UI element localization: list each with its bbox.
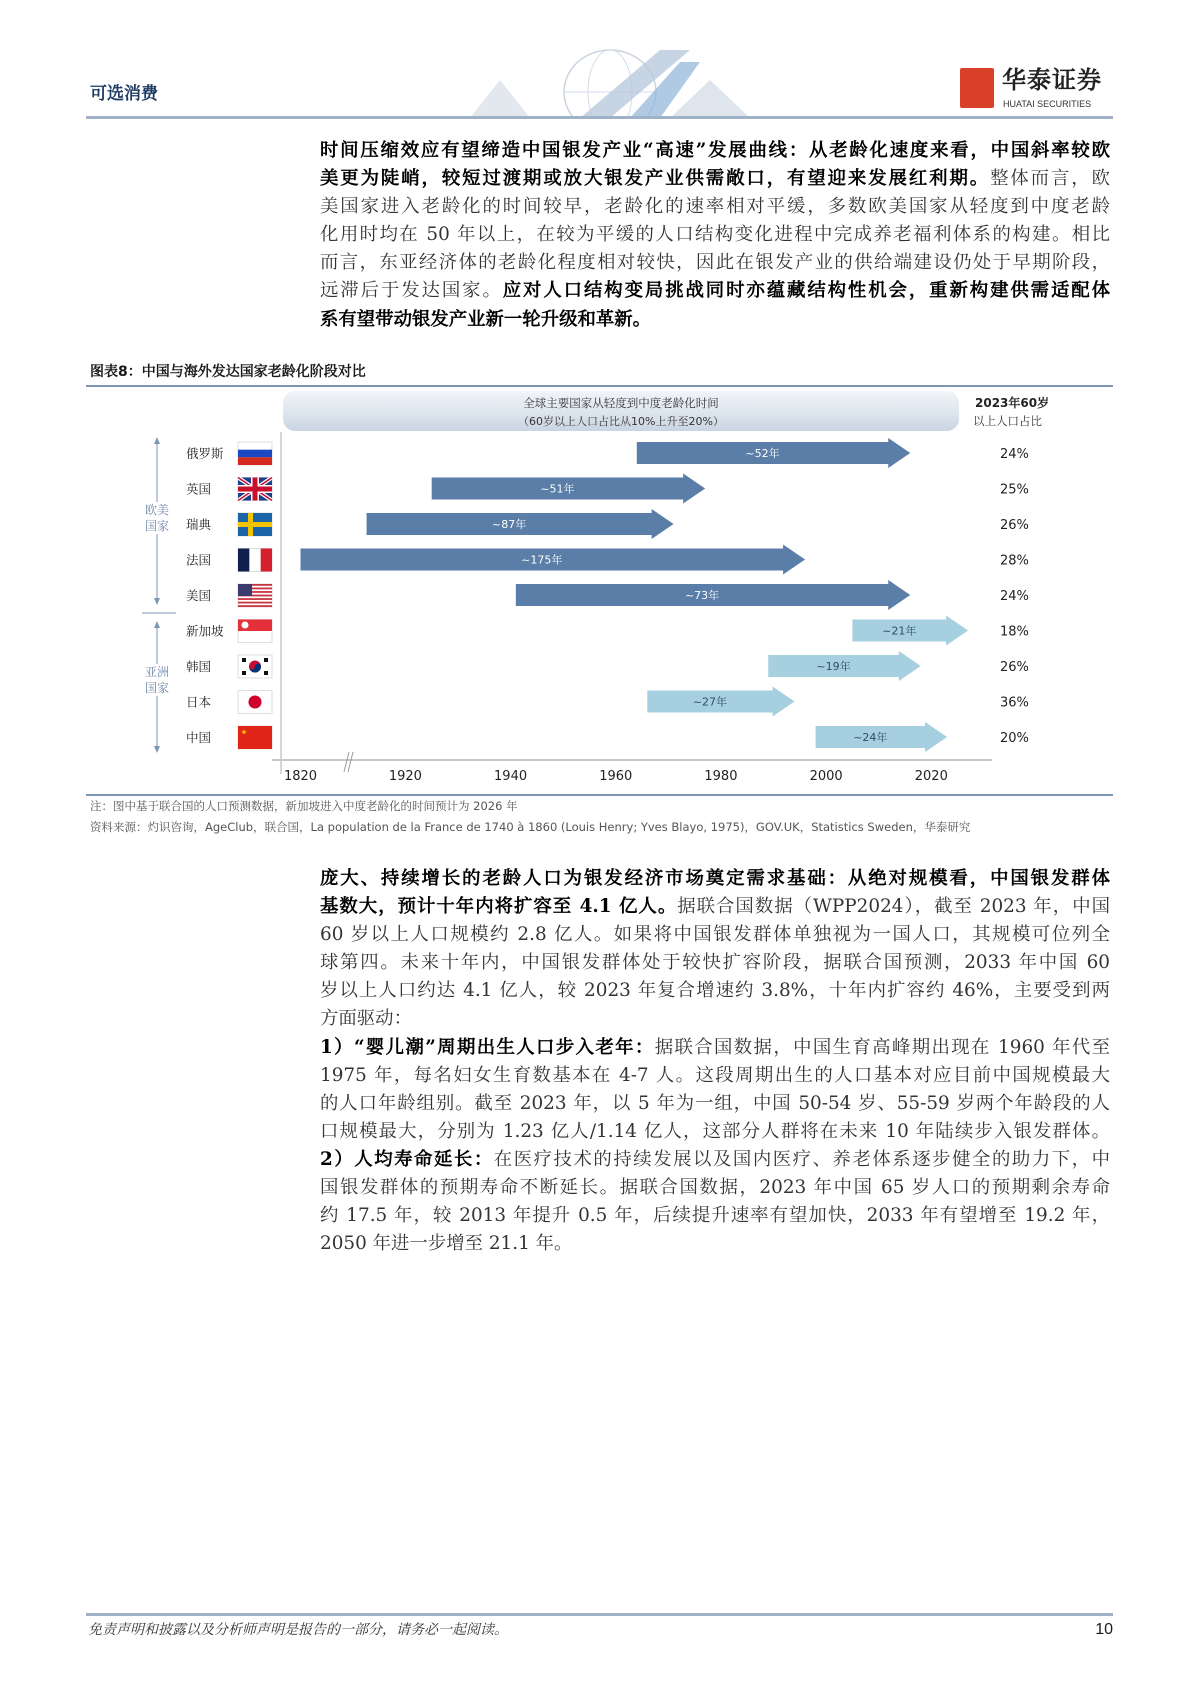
- text-line: [320, 277, 1110, 305]
- text-line: [320, 221, 1110, 249]
- body-text: 而言，东亚经济体的老龄化程度相对较快，因此在银发产业的供给端建设仍处于早期阶段，: [320, 252, 1110, 274]
- band-title: 全球主要国家从轻度到中度老龄化时间: [523, 396, 719, 410]
- text-line: [320, 1202, 1110, 1230]
- country-label: 英国: [186, 481, 212, 497]
- share-2023-label: 28%: [1000, 553, 1029, 569]
- bold-text: 系有望带动银发产业新一轮升级和革新。: [320, 308, 652, 330]
- text-line: [320, 977, 1110, 1005]
- right-header-line2: 以上人口占比: [973, 414, 1042, 428]
- duration-label: ~51年: [540, 482, 575, 496]
- text-line: [320, 893, 1110, 921]
- korea-flag-icon: [238, 655, 272, 678]
- x-tick-label: 2020: [914, 769, 948, 784]
- share-2023-label: 26%: [1000, 660, 1029, 675]
- x-tick-label: 2000: [809, 769, 843, 784]
- country-label: 日本: [186, 694, 212, 710]
- bold-text: 时间压缩效应有望缔造中国银发产业“高速”发展曲线：从老龄化速度来看，中国斜率较欧: [320, 140, 1110, 161]
- body-text: 远滞后于发达国家。: [320, 280, 503, 302]
- uk-flag-icon: [238, 478, 272, 501]
- share-2023-label: 36%: [1000, 695, 1029, 711]
- russia-flag-icon: [238, 442, 272, 465]
- x-tick-label: 1820: [283, 769, 318, 784]
- country-label: 法国: [186, 552, 212, 568]
- share-2023-label: 25%: [1000, 482, 1029, 498]
- footer-divider: [86, 1613, 1113, 1616]
- aging-timeline-chart: [0, 380, 1200, 790]
- bold-text: 庞大、持续增长的老龄人口为银发经济市场奠定需求基础：从绝对规模看，中国银发群体: [320, 868, 1110, 889]
- figure-source: 资料来源：灼识咨询，AgeClub，联合国，La population de la France de 1740 à 1860 (Louis Henry; Yves Blayo, 1975)，GOV.UK，Statistics Sweden，华泰研究: [90, 820, 971, 834]
- body-text: 美国家进入老龄化的时间较早，老龄化的速率相对平缓，多数欧美国家从轻度到中度老龄: [320, 196, 1110, 218]
- footer-disclaimer: 免责声明和披露以及分析师声明是报告的一部分，请务必一起阅读。: [88, 1622, 508, 1638]
- huatai-logo: [960, 66, 1113, 112]
- share-2023-label: 20%: [1000, 731, 1029, 746]
- text-line: [320, 306, 1110, 334]
- body-text: 2050 年进一步增至 21.1 年。: [320, 1233, 573, 1255]
- text-line: [320, 1034, 1110, 1062]
- duration-label: ~52年: [745, 447, 780, 460]
- band-subtitle: （60岁以上人口占比从10%上升至20%）: [518, 415, 724, 428]
- body-text: 据联合国数据（WPP2024），截至 2023 年，中国: [677, 896, 1111, 918]
- figure-title: 图表8：中国与海外发达国家老龄化阶段对比: [90, 364, 366, 380]
- text-line: [320, 193, 1110, 221]
- brand-en: HUATAI SECURITIES: [1003, 99, 1092, 109]
- share-2023-label: 18%: [1000, 624, 1029, 640]
- bold-text: 1）“婴儿潮”周期出生人口步入老年：: [320, 1036, 655, 1058]
- body-text: 整体而言，欧: [990, 168, 1110, 190]
- body-text: 球第四。未来十年内，中国银发群体处于较快扩容阶段，据联合国预测，2033 年中国 60: [320, 952, 1110, 974]
- country-label: 新加坡: [186, 623, 224, 639]
- text-line: [320, 1118, 1110, 1146]
- page-number: 10: [1095, 1621, 1113, 1638]
- share-2023-label: 26%: [1000, 518, 1029, 533]
- text-line: [320, 949, 1110, 977]
- text-line: [320, 921, 1110, 949]
- body-text: 60 岁以上人口规模约 2.8 亿人。如果将中国银发群体单独视为一国人口，其规模可位列全: [320, 924, 1110, 946]
- body-text: 国银发群体的预期寿命不断延长。据联合国数据，2023 年中国 65 岁人口的预期剩余寿命: [320, 1177, 1110, 1199]
- country-label: 中国: [186, 730, 212, 745]
- paragraph-silver-population: [320, 865, 1110, 1258]
- right-header-line1: 2023年60岁: [975, 396, 1050, 410]
- duration-label: ~21年: [882, 624, 917, 638]
- chart-row-singapore: [186, 616, 1029, 646]
- body-text: 口规模最大，分别为 1.23 亿人/1.14 亿人，这部分人群将在未来 10 年陆续步入银发群体。: [320, 1120, 1110, 1142]
- bold-text: 美更为陡峭，较短过渡期或放大银发产业供需敞口，有望迎来发展红利期。: [320, 168, 991, 190]
- country-label: 俄罗斯: [186, 446, 224, 461]
- x-tick-label: 1960: [599, 769, 633, 784]
- text-line: [320, 1062, 1110, 1090]
- group-label-asia: 亚洲国家: [144, 665, 169, 695]
- chart-row-korea: [186, 651, 1029, 681]
- bold-text: 应对人口结构变局挑战同时亦蕴藏结构性机会，重新构建供需适配体: [502, 280, 1110, 302]
- axis-break-marker: [344, 752, 353, 772]
- brand-cn: 华泰证券: [1002, 66, 1102, 94]
- body-text: 的人口年龄组别。截至 2023 年，以 5 年为一组，中国 50-54 岁、55-59 岁两个年龄段的人: [320, 1092, 1110, 1114]
- body-text: 据联合国数据，中国生育高峰期出现在 1960 年代至: [654, 1036, 1111, 1058]
- text-line: [320, 1090, 1110, 1118]
- body-text: 1975 年，每名妇女生育数基本在 4-7 人。这段周期出生的人口基本对应目前中国规模最大: [320, 1064, 1110, 1086]
- text-line: [320, 137, 1110, 165]
- body-text: 在医疗技术的持续发展以及国内医疗、养老体系逐步健全的助力下，中: [493, 1148, 1110, 1170]
- text-line: [320, 1146, 1110, 1174]
- duration-label: ~19年: [816, 660, 851, 673]
- section-title: 可选消费: [90, 84, 158, 104]
- x-tick-label: 1920: [388, 769, 422, 784]
- duration-label: ~73年: [684, 589, 720, 602]
- duration-label: ~27年: [692, 695, 728, 709]
- duration-label: ~24年: [853, 731, 888, 744]
- text-line: [320, 1005, 1110, 1033]
- usa-flag-icon: [238, 584, 272, 607]
- figure-note: 注：图中基于联合国的人口预测数据，新加坡进入中度老龄化的时间预计为 2026 年: [90, 799, 518, 813]
- japan-flag-icon: [238, 691, 272, 714]
- share-2023-label: 24%: [1000, 589, 1029, 604]
- duration-label: ~175年: [521, 553, 563, 567]
- bold-text: 2）人均寿命延长：: [320, 1148, 494, 1170]
- body-text: 约 17.5 年，较 2013 年提升 0.5 年，后续提升速率有望加快，2033 年有望增至 19.2 年，: [320, 1205, 1110, 1227]
- country-label: 美国: [186, 588, 212, 603]
- text-line: [320, 1174, 1110, 1202]
- header-globe-decoration: [460, 40, 780, 118]
- country-label: 瑞典: [186, 517, 212, 532]
- china-flag-icon: [238, 726, 272, 749]
- x-tick-label: 1940: [494, 769, 528, 784]
- chart-row-france: [186, 545, 1029, 575]
- text-line: [320, 865, 1110, 893]
- paragraph-aging-speed: [320, 137, 1110, 334]
- body-text: 方面驱动：: [320, 1008, 412, 1030]
- france-flag-icon: [238, 549, 272, 572]
- text-line: [320, 249, 1110, 277]
- country-label: 韩国: [186, 659, 212, 674]
- singapore-flag-icon: [238, 620, 272, 643]
- sweden-flag-icon: [238, 513, 272, 536]
- share-2023-label: 24%: [1000, 447, 1029, 462]
- group-label-west: 欧美国家: [144, 503, 169, 533]
- logo-mark-icon: [960, 68, 994, 108]
- header-divider: [86, 116, 1113, 119]
- chart-row-uk: [186, 474, 1029, 504]
- chart-row-japan: [186, 687, 1029, 717]
- text-line: [320, 1230, 1110, 1258]
- chart-row-usa: [186, 580, 1029, 610]
- figure-bottom-rule: [86, 794, 1113, 796]
- chart-row-russia: [186, 438, 1029, 468]
- chart-row-china: [186, 722, 1029, 752]
- body-text: 化用时均在 50 年以上，在较为平缓的人口结构变化进程中完成养老福利体系的构建。相比: [320, 224, 1110, 246]
- bold-text: 基数大，预计十年内将扩容至 4.1 亿人。: [320, 896, 678, 918]
- x-tick-label: 1980: [704, 769, 738, 784]
- text-line: [320, 165, 1110, 193]
- body-text: 岁以上人口约达 4.1 亿人，较 2023 年复合增速约 3.8%，十年内扩容约 46%，主要受到两: [320, 980, 1110, 1002]
- chart-row-sweden: [186, 509, 1029, 539]
- duration-label: ~87年: [491, 518, 527, 531]
